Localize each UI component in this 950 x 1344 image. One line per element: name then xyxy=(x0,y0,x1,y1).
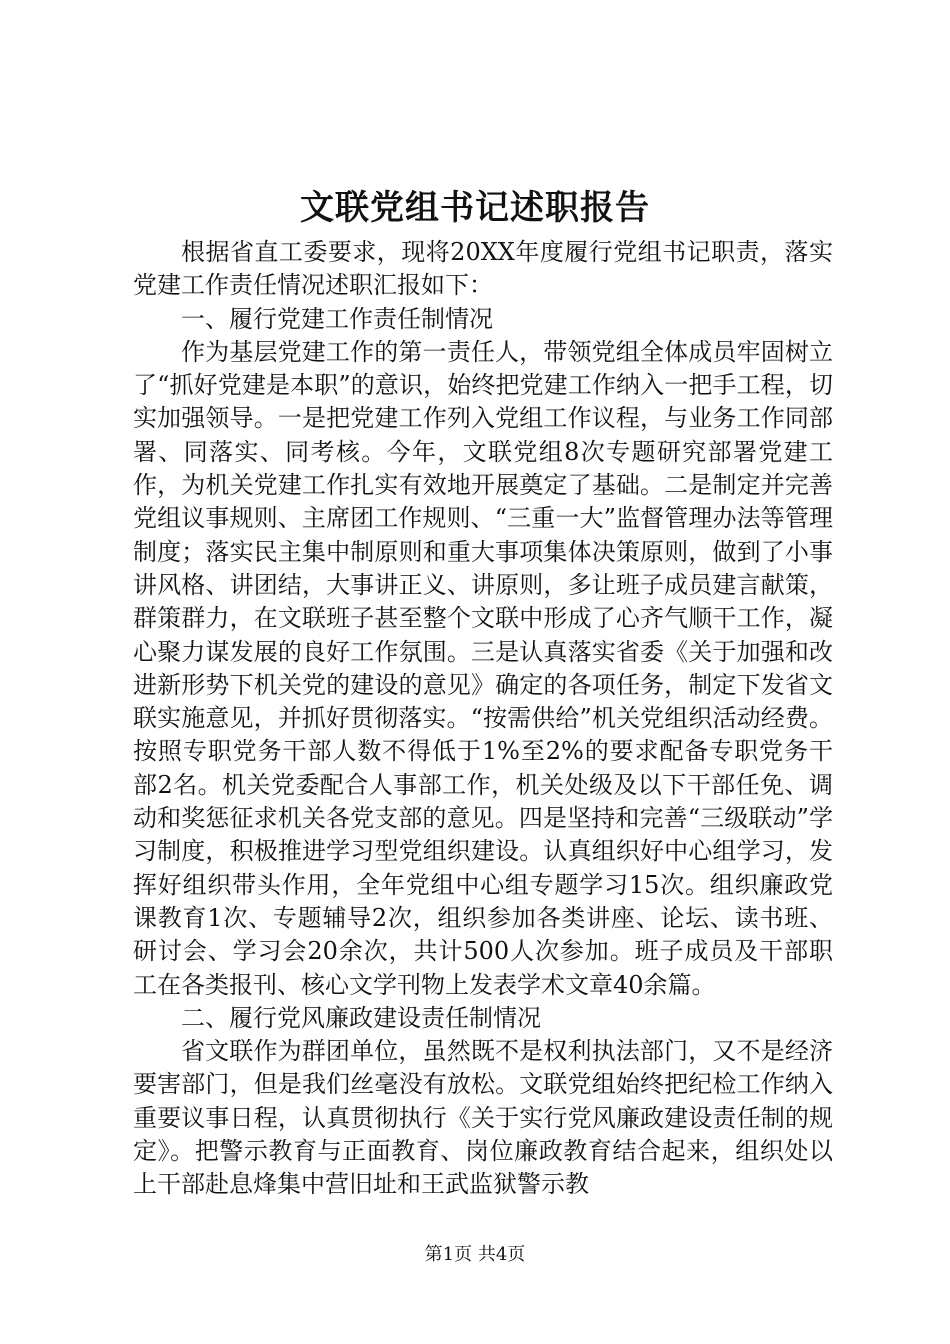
section-heading-1: 一、履行党建工作责任制情况 xyxy=(181,304,493,333)
paragraph-section-2: 省文联作为群团单位，虽然既不是权利执法部门，又不是经济要害部门，但是我们丝毫没有放松。文联党组始终把纪检工作纳入重要议事日程，认真贯彻执行《关于实行党风廉政建设责任制的规定》。把警示教育与正面教育、岗位廉政教育结合起来，组织处以上干部赴息烽集中营旧址和王武监狱警示教 xyxy=(133,1037,833,1199)
paragraph-intro: 根据省直工委要求，现将20XX年度履行党组书记职责，落实党建工作责任情况述职汇报如下： xyxy=(133,238,833,300)
document-title: 文联党组书记述职报告 xyxy=(300,188,650,228)
page-number-footer: 第1页 共4页 xyxy=(424,1244,526,1265)
section-heading-2: 二、履行党风廉政建设责任制情况 xyxy=(181,1003,541,1032)
document-body xyxy=(133,236,833,1202)
paragraph-section-1: 作为基层党建工作的第一责任人，带领党组全体成员牢固树立了“抓好党建是本职”的意识，始终把党建工作纳入一把手工程，切实加强领导。一是把党建工作列入党组工作议程，与业务工作同部署、同落实、同考核。今年，文联党组8次专题研究部署党建工作，为机关党建工作扎实有效地开展奠定了基础。二是制定并完善党组议事规则、主席团工作规则、“三重一大”监督管理办法等管理制度；落实民主集中制原则和重大事项集体决策原则，做到了小事讲风格、讲团结，大事讲正义、讲原则，多让班子成员建言献策，群策群力，在文联班子甚至整个文联中形成了心齐气顺干工作，凝心聚力谋发展的良好工作氛围。三是认真落实省委《关于加强和改进新形势下机关党的建设的意见》确定的各项任务，制定下发省文联实施意见，并抓好贯彻落实。“按需供给”机关党组织活动经费。按照专职党务干部人数不得低于1%至2%的要求配备专职党务干部2名。机关党委配合人事部工作，机关处级及以下干部任免、调动和奖惩征求机关各党支部的意见。四是坚持和完善“三级联动”学习制度，积极推进学习型党组织建设。认真组织好中心组学习，发挥好组织带头作用，全年党组中心组专题学习15次。组织廉政党课教育1次、专题辅导2次，组织参加各类讲座、论坛、读书班、研讨会、学习会20余次，共计500人次参加。班子成员及干部职工在各类报刊、核心文学刊物上发表学术文章40余篇。 xyxy=(133,337,833,999)
